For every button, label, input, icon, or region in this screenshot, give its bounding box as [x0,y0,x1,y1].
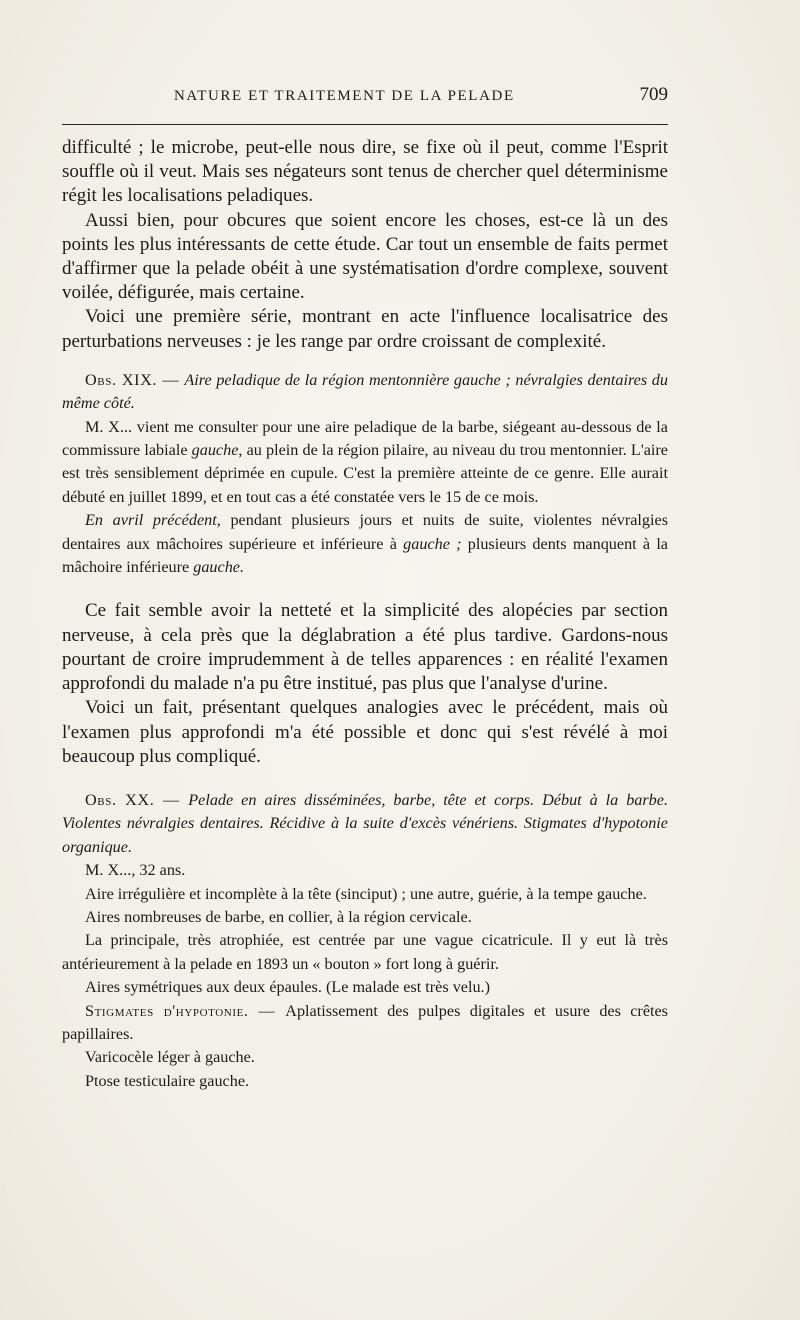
running-title: NATURE ET TRAITEMENT DE LA PELADE [174,88,515,104]
paragraph-2: Aussi bien, pour obcures que soient encore les choses, est-ce là un des points les plus intéressants de cette étude. Car tout un ensemble de faits permet d'affirmer que la pelade obéit à une systématisation d'ordre complexe, souvent voilée, défigurée, mais certaine. [62,209,668,304]
paragraph-4: Ce fait semble avoir la netteté et la simplicité des alopécies par section nerveuse, à cela près que la déglabration a été plus tardive. Gardons-nous pourtant de croire imprudemment à de telles apparences : en réalité l'examen approfondi du malade n'a pu être institué, pas plus que l'analyse d'urine. [62,600,668,695]
paragraph-3: Voici une première série, montrant en acte l'influence localisatrice des perturbations nerveuses : je les range par ordre croissant de complexité. [62,306,668,352]
text-run: , au plein de la région pilaire, au niveau du trou mentonnier. L'aire est très sensiblement déprimée en cupule. C'est la première atteinte de ce genre. Elle aurait débuté en juillet 1899, et en tout cas a été constatée vers le 15 de ce mois. [62,441,668,506]
page-body [62,136,668,1093]
observation-20-line-2: Aire irrégulière et incomplète à la tête (sinciput) ; une autre, guérie, à la tempe gauche. [85,884,647,903]
stigmates-text: Aplatissement des pulpes digitales et usure des crêtes papillaires. [62,1001,668,1043]
italic-run: gauche ; [403,534,462,553]
observation-20-line-7: Varicocèle léger à gauche. [85,1048,255,1067]
observation-20-line-1: M. X..., 32 ans. [85,861,186,880]
running-head [62,84,668,114]
paragraph-5: Voici un fait, présentant quelques analogies avec le précédent, mais où l'examen plus approfondi m'a été possible et donc qui s'est révélé à moi beaucoup plus compliqué. [62,697,668,767]
text-run: M. X... vient me consulter pour une aire peladique de la barbe, siégeant au-dessous de la commissure labiale [62,417,668,460]
italic-run: En avril précédent [85,511,217,530]
header-rule [62,124,668,125]
italic-run: gauche [191,441,239,460]
observation-20-line-3: Aires nombreuses de barbe, en collier, à la région cervicale. [85,907,472,926]
observation-20-line-6 [62,1000,668,1047]
observation-19-title: Aire peladique de la région mentonnière gauche ; névralgies dentaires du même côté. [62,370,668,413]
observation-20-line-4: La principale, très atrophiée, est centrée par une vague cicatricule. Il y eut là très antérieurement à la pelade en 1893 un « bouton » fort long à guérir. [62,931,668,973]
observation-19-heading [62,369,668,416]
italic-run: gauche. [193,558,245,577]
observation-19-paragraph-2 [62,509,668,579]
text-run: , pendant plusieurs jours et nuits de suite, violentes névralgies dentaires aux mâchoires supérieure et inférieure à [62,511,668,553]
observation-20-heading [62,789,668,859]
observation-19-paragraph-1 [62,416,668,510]
observation-20-line-8: Ptose testiculaire gauche. [85,1071,250,1090]
page-number: 709 [639,84,668,105]
paragraph-1: difficulté ; le microbe, peut-elle nous dire, se fixe où il peut, comme l'Esprit souffle où il veut. Mais ses négateurs sont tenus de chercher quel déterminisme régit les localisations peladiques. [62,137,668,207]
stigmates-label: Stigmates d'hypotonie. — [85,1001,286,1020]
observation-19-label: Obs. XIX. — [85,370,185,389]
observation-20-title: Pelade en aires disséminées, barbe, tête et corps. Début à la barbe. Violentes névralgies dentaires. Récidive à la suite d'excès vénériens. Stigmates d'hypotonie organique. [62,790,669,856]
observation-20-line-5: Aires symétriques aux deux épaules. (Le malade est très velu.) [85,978,490,997]
text-run: plusieurs dents manquent à la mâchoire inférieure [62,534,668,577]
observation-20-label: Obs. XX. — [85,790,189,809]
